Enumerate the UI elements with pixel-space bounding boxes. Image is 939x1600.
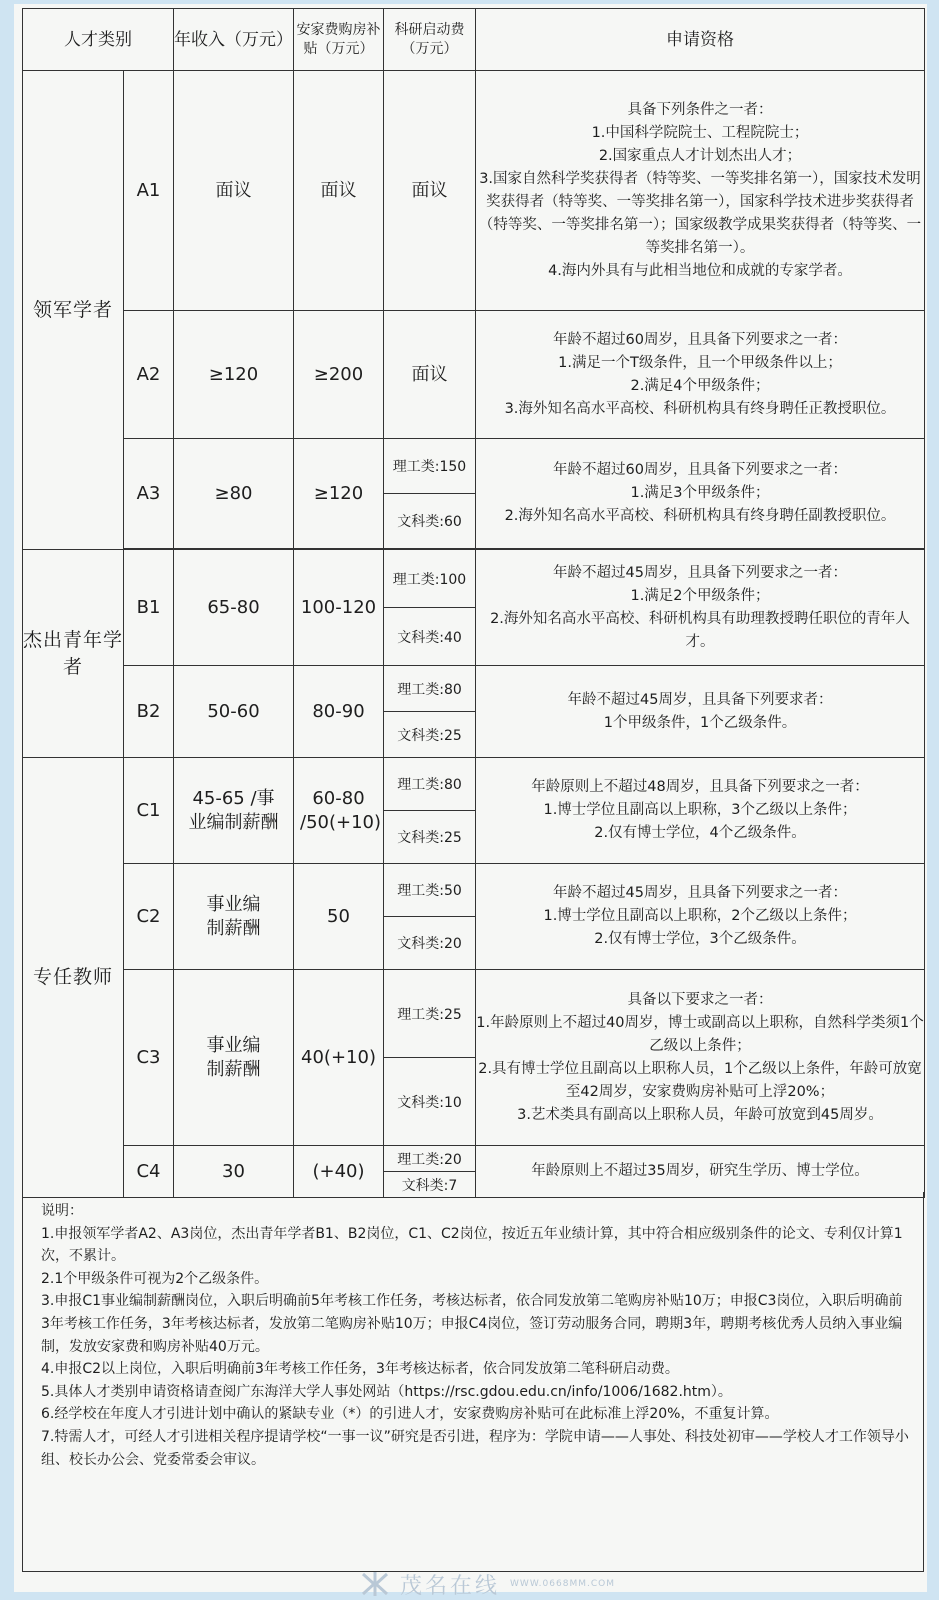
watermark-text: 茂名在线	[400, 1573, 501, 1599]
table-row	[23, 864, 925, 917]
code-c1: C1	[124, 758, 174, 864]
research-a2: 面议	[384, 311, 476, 439]
table-row	[23, 970, 925, 1058]
housing-a2: ≥200	[294, 311, 384, 439]
req-line: 年龄原则上不超过35周岁，研究生学历、博士学位。	[531, 1163, 869, 1179]
req-line: 2.海外知名高水平高校、科研机构具有终身聘任副教授职位。	[504, 508, 896, 524]
document-sheet	[14, 4, 927, 1592]
table-row	[23, 71, 925, 311]
eligibility-a2	[476, 311, 925, 439]
req-line: 1.满足一个T级条件，且一个甲级条件以上；	[558, 354, 842, 371]
table-row	[23, 666, 925, 712]
notes-title: 说明：	[41, 1203, 83, 1219]
research-b1-arts: 文科类:40	[384, 608, 476, 666]
table-row	[23, 550, 925, 608]
req-line: 1.中国科学院院士、工程院院士；	[591, 124, 809, 141]
header-row	[23, 9, 925, 71]
research-b1-sci: 理工类:100	[384, 550, 476, 608]
req-line: 2.国家重点人才计划杰出人才；	[598, 147, 802, 164]
table-row	[23, 1146, 925, 1172]
header-eligibility: 申请资格	[476, 9, 925, 71]
research-a3-sci: 理工类:150	[384, 439, 476, 494]
salary-b2: 50-60	[174, 666, 294, 758]
header-research: 科研启动费（万元）	[384, 9, 476, 71]
header-housing: 安家费购房补贴（万元）	[294, 9, 384, 71]
req-line: 具备下列条件之一者：	[627, 101, 773, 118]
eligibility-a3	[476, 439, 925, 549]
note-item: 6.经学校在年度人才引进计划中确认的紧缺专业（*）的引进人才，安家费购房补贴可在此标准上浮20%，不重复计算。	[41, 1406, 779, 1423]
watermark-url: WWW.0668MM.COM	[510, 1579, 615, 1589]
req-line: 1.年龄原则上不超过40周岁，博士或副高以上职称，自然科学类须1个乙级以上条件；	[476, 1014, 924, 1054]
req-line: 3.海外知名高水平高校、科研机构具有终身聘任正教授职位。	[504, 400, 896, 417]
req-line: 1个甲级条件，1个乙级条件。	[603, 714, 797, 731]
salary-a1: 面议	[174, 71, 294, 311]
req-line: 年龄不超过60周岁，且具备下列要求之一者：	[553, 462, 847, 478]
housing-c4: (+40)	[294, 1146, 384, 1198]
salary-a3: ≥80	[174, 439, 294, 549]
housing-c1: 60-80 /50(+10)	[294, 758, 384, 864]
req-line: 1.满足3个甲级条件；	[630, 485, 770, 501]
research-c4-arts: 文科类:7	[384, 1172, 476, 1198]
note-item: 2.1个甲级条件可视为2个乙级条件。	[41, 1270, 269, 1287]
eligibility-c3	[476, 970, 925, 1146]
req-line: 2.海外知名高水平高校、科研机构具有助理教授聘任职位的青年人才。	[490, 610, 910, 650]
header-salary: 年收入（万元）	[174, 9, 294, 71]
req-line: 4.海内外具有与此相当地位和成就的专家学者。	[548, 262, 852, 279]
research-a3-arts: 文科类:60	[384, 494, 476, 549]
salary-c1: 45-65 /事业编制薪酬	[174, 758, 294, 864]
salary-c3: 事业编制薪酬	[174, 970, 294, 1146]
housing-b2: 80-90	[294, 666, 384, 758]
research-c1-sci: 理工类:80	[384, 758, 476, 811]
req-line: 2.仅有博士学位，3个乙级条件。	[594, 931, 806, 947]
req-line: 2.满足4个甲级条件；	[630, 377, 770, 394]
req-line: 年龄不超过45周岁，且具备下列要求之一者：	[553, 564, 847, 581]
eligibility-b1	[476, 550, 925, 666]
note-item: 3.申报C1事业编制薪酬岗位，入职后明确前5年考核工作任务，考核达标者，依合同发放第二笔购房补贴10万；申报C3岗位，入职后明确前3年考核工作任务，3年考核达标者，发放第二笔购房补贴10万；申报C4岗位，签订劳动服务合同，聘期3年，聘期考核优秀人员纳入事业编制，发放安家费和购房补贴40万元。	[41, 1293, 903, 1355]
research-c4-sci: 理工类:20	[384, 1146, 476, 1172]
research-b2-arts: 文科类:25	[384, 712, 476, 758]
salary-c2: 事业编制薪酬	[174, 864, 294, 970]
research-c3-sci: 理工类:25	[384, 970, 476, 1058]
code-b2: B2	[124, 666, 174, 758]
req-line: 年龄不超过45周岁，且具备下列要求者：	[567, 691, 833, 708]
group-young: 杰出青年学者	[23, 550, 124, 758]
research-c2-arts: 文科类:20	[384, 917, 476, 970]
req-line: 2.具有博士学位且副高以上职称人员，1个乙级以上条件，年龄可放宽至42周岁，安家费购房补贴可上浮20%；	[478, 1060, 922, 1100]
research-c2-sci: 理工类:50	[384, 864, 476, 917]
note-item: 5.具体人才类别申请资格请查阅广东海洋大学人事处网站（https://rsc.gdou.edu.cn/info/1006/1682.htm）。	[41, 1383, 732, 1400]
req-line: 年龄不超过60周岁，且具备下列要求之一者：	[553, 331, 847, 348]
housing-a3: ≥120	[294, 439, 384, 549]
req-line: 1.满足2个甲级条件；	[630, 587, 770, 604]
code-a2: A2	[124, 311, 174, 439]
research-c3-arts: 文科类:10	[384, 1058, 476, 1146]
housing-c2: 50	[294, 864, 384, 970]
eligibility-c4	[476, 1146, 925, 1198]
code-c2: C2	[124, 864, 174, 970]
code-b1: B1	[124, 550, 174, 666]
notes-section	[22, 1192, 924, 1572]
salary-c4: 30	[174, 1146, 294, 1198]
housing-c3: 40(+10)	[294, 970, 384, 1146]
note-item: 7.特需人才，可经人才引进相关程序提请学校“一事一议”研究是否引进，程序为：学院申请——人事处、科技处初审——学校人才工作领导小组、校长办公会、党委常委会审议。	[41, 1428, 909, 1468]
req-line: 3.艺术类具有副高以上职称人员，年龄可放宽到45周岁。	[517, 1106, 883, 1123]
table-row	[23, 311, 925, 439]
eligibility-a1	[476, 71, 925, 311]
code-a1: A1	[124, 71, 174, 311]
salary-a2: ≥120	[174, 311, 294, 439]
watermark-logo-icon	[360, 1570, 390, 1598]
salary-b1: 65-80	[174, 550, 294, 666]
housing-b1: 100-120	[294, 550, 384, 666]
code-c3: C3	[124, 970, 174, 1146]
table-row	[23, 439, 925, 494]
req-line: 年龄不超过45周岁，且具备下列要求之一者：	[553, 885, 847, 901]
req-line: 2.仅有博士学位，4个乙级条件。	[594, 825, 806, 841]
eligibility-c1	[476, 758, 925, 864]
group-teacher: 专任教师	[23, 758, 124, 1198]
code-a3: A3	[124, 439, 174, 549]
eligibility-b2	[476, 666, 925, 758]
group-leading: 领军学者	[23, 71, 124, 550]
req-line: 1.博士学位且副高以上职称，2个乙级以上条件；	[543, 908, 857, 924]
eligibility-c2	[476, 864, 925, 970]
talent-table	[22, 8, 925, 1198]
note-item: 1.申报领军学者A2、A3岗位，杰出青年学者B1、B2岗位，C1、C2岗位，按近五年业绩计算，其中符合相应级别条件的论文、专利仅计算1次，不累计。	[41, 1225, 903, 1265]
table-row	[23, 758, 925, 811]
research-a1: 面议	[384, 71, 476, 311]
req-line: 具备以下要求之一者：	[627, 991, 773, 1008]
housing-a1: 面议	[294, 71, 384, 311]
header-category: 人才类别	[23, 9, 174, 71]
research-c1-arts: 文科类:25	[384, 811, 476, 864]
research-b2-sci: 理工类:80	[384, 666, 476, 712]
code-c4: C4	[124, 1146, 174, 1198]
note-item: 4.申报C2以上岗位，入职后明确前3年考核工作任务，3年考核达标者，依合同发放第二笔科研启动费。	[41, 1361, 679, 1378]
req-line: 1.博士学位且副高以上职称，3个乙级以上条件；	[543, 802, 857, 818]
req-line: 3.国家自然科学奖获得者（特等奖、一等奖排名第一），国家技术发明奖获得者（特等奖、一等奖排名第一），国家科学技术进步奖获得者（特等奖、一等奖排名第一）；国家级教学成果奖获得者（特等奖、一等奖排名第一）。	[478, 170, 922, 256]
watermark	[360, 1568, 615, 1600]
req-line: 年龄原则上不超过48周岁，且具备下列要求之一者：	[531, 779, 869, 795]
